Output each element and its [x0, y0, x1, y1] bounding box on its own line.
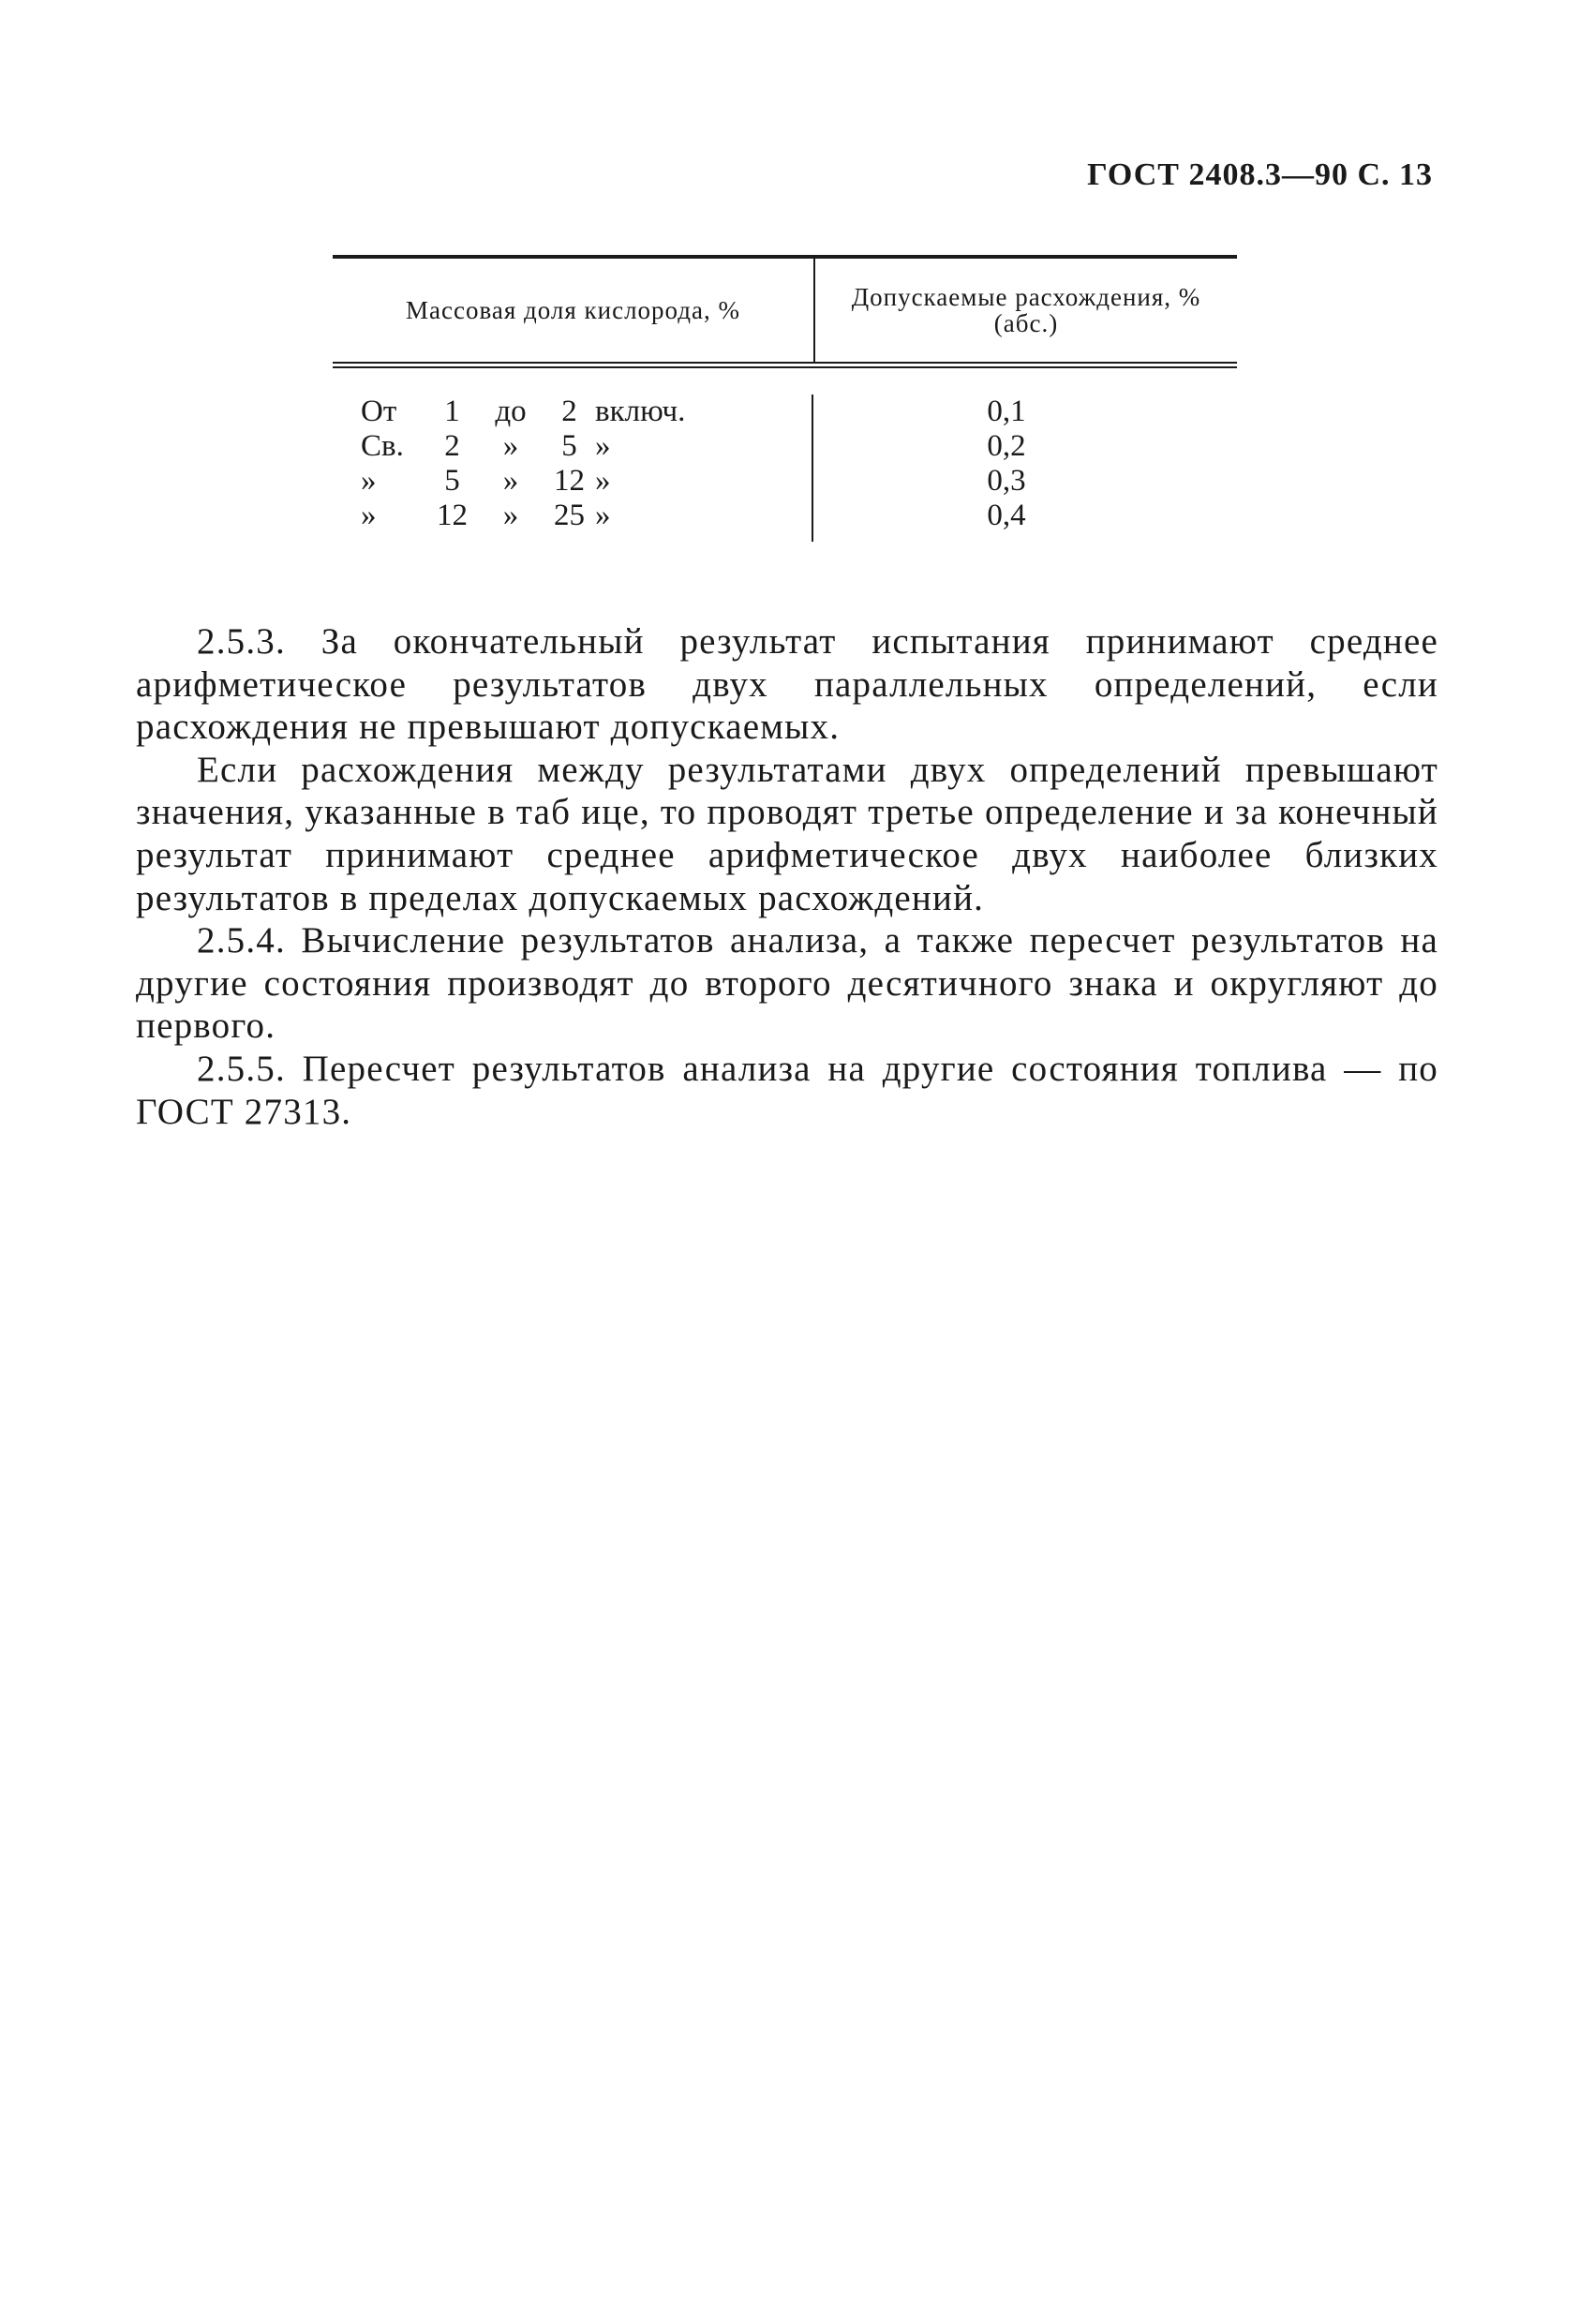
tolerance-value: 0,3 — [987, 464, 1026, 498]
range-to: 2 — [561, 395, 577, 428]
paragraph-2-5-3-cont: Если расхождения между результатами двух определений превышают значения, указанные в таб ице, то проводят третье определение и за конечный результат принимают среднее арифметическое двух наиболее близких результатов в пределах допускаемых расхождений. — [136, 749, 1438, 918]
range-prefix: » — [361, 499, 377, 532]
col-header-oxygen-fraction: Массовая доля кислорода, % — [333, 259, 815, 362]
range-from: 12 — [437, 499, 468, 532]
tolerance-value: 0,4 — [987, 499, 1026, 532]
body-text — [136, 620, 1438, 1133]
table-row — [361, 499, 812, 533]
range-to: 12 — [554, 464, 585, 498]
table-body — [333, 368, 1237, 542]
range-from: 1 — [444, 395, 460, 428]
range-suffix: » — [595, 429, 611, 463]
table-row — [361, 464, 812, 499]
tolerance-table — [333, 255, 1237, 542]
range-suffix: включ. — [595, 395, 686, 428]
tolerance-value: 0,1 — [987, 395, 1026, 428]
range-suffix: » — [595, 464, 611, 498]
range-prefix: » — [361, 464, 377, 498]
paragraph-2-5-4: 2.5.4. Вычисление результатов анализа, а также пересчет результатов на другие состояния производят до второго десятичного знака и округляют до первого. — [136, 920, 1438, 1047]
table-row — [361, 395, 812, 429]
range-sep: » — [502, 499, 519, 532]
col-tolerances — [813, 395, 1237, 542]
range-sep: до — [495, 395, 527, 428]
range-from: 2 — [444, 429, 460, 463]
running-header: ГОСТ 2408.3—90 С. 13 — [1087, 157, 1433, 192]
paragraph-2-5-5: 2.5.5. Пересчет результатов анализа на другие состояния топлива — по ГОСТ 27313. — [136, 1048, 1438, 1132]
range-to: 25 — [554, 499, 585, 532]
col-oxygen-ranges — [333, 395, 813, 542]
range-prefix: Св. — [361, 429, 404, 463]
range-prefix: От — [361, 395, 397, 428]
table-header-rule — [333, 362, 1237, 368]
range-sep: » — [502, 464, 519, 498]
col-header-tolerance: Допускаемые расхождения, % (абс.) — [851, 283, 1201, 337]
range-suffix: » — [595, 499, 611, 532]
paragraph-2-5-3: 2.5.3. За окончательный результат испытания принимают среднее арифметическое результатов двух параллельных определений, если расхождения не превышают допускаемых. — [136, 621, 1438, 748]
table-header-row — [333, 259, 1237, 362]
table-row — [361, 429, 812, 464]
range-sep: » — [502, 429, 519, 463]
tolerance-value: 0,2 — [987, 429, 1026, 463]
range-to: 5 — [561, 429, 577, 463]
range-from: 5 — [444, 464, 460, 498]
